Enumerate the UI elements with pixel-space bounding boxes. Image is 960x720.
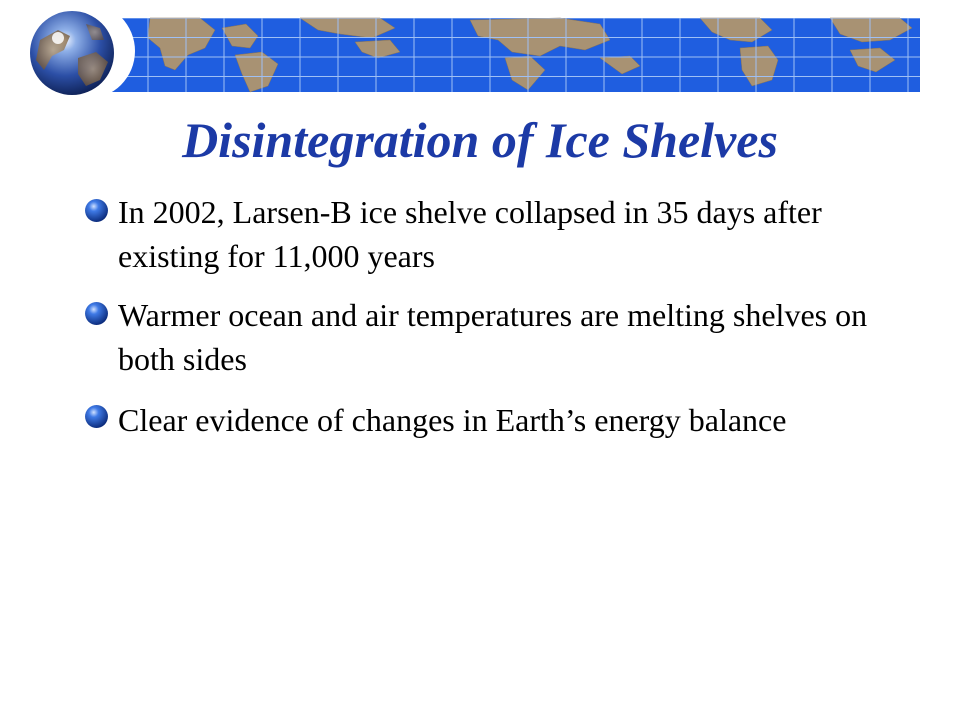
blue-sphere-bullet-icon (84, 301, 109, 326)
slide-title: Disintegration of Ice Shelves (182, 112, 778, 168)
bullet-item (84, 396, 884, 444)
header-banner (0, 0, 960, 100)
bullet-list (84, 190, 884, 459)
bullet-text: Warmer ocean and air temperatures are melting shelves on both sides (118, 297, 868, 377)
blue-sphere-bullet-icon (84, 198, 109, 223)
bullet-item (84, 190, 884, 278)
globe-icon (30, 11, 114, 95)
bullet-text: Clear evidence of changes in Earth’s energy balance (118, 402, 787, 438)
bullet-item (84, 293, 884, 381)
world-map-banner (110, 18, 920, 92)
bullet-text: In 2002, Larsen-B ice shelve collapsed in 35 days after existing for 11,000 years (118, 194, 822, 274)
blue-sphere-bullet-icon (84, 404, 109, 429)
